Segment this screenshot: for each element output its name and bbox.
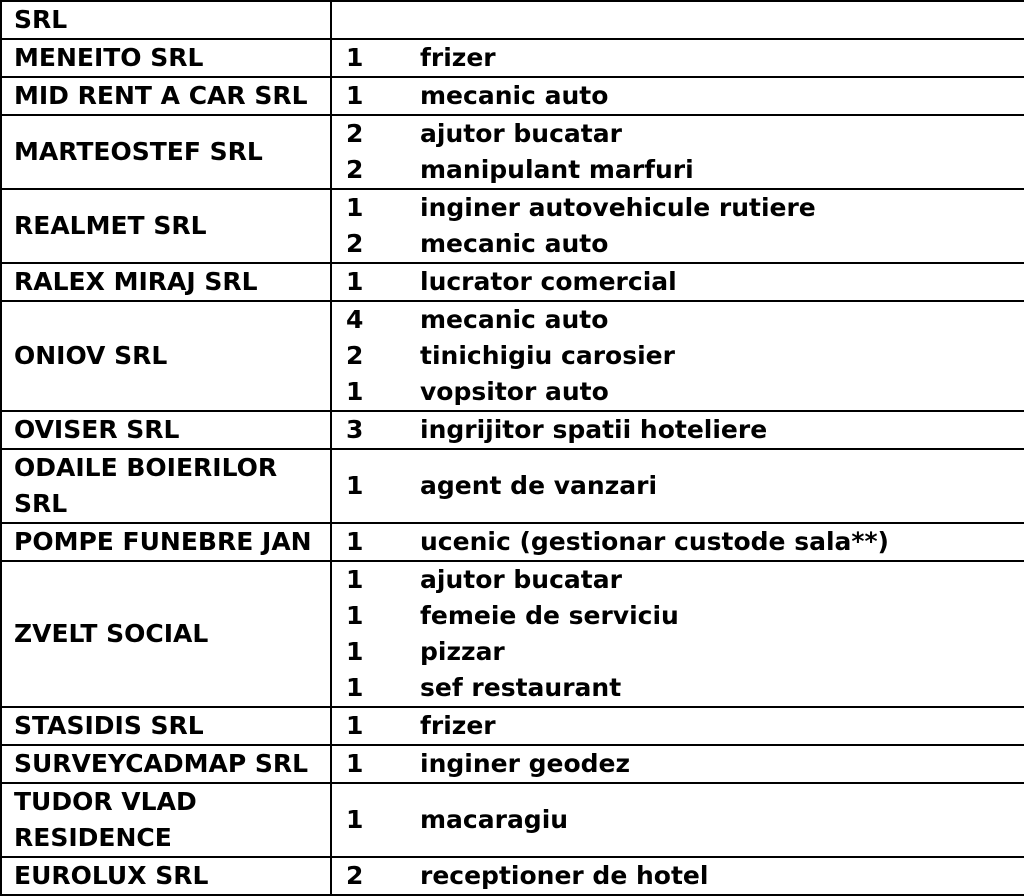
position-title: inginer geodez (420, 749, 631, 778)
company-name-cell: ONIOV SRL (1, 301, 331, 411)
table-row (1, 411, 1024, 449)
positions-cell (331, 115, 1024, 189)
position-title: receptioner de hotel (420, 861, 709, 890)
position-line (346, 634, 1024, 670)
position-count: 1 (346, 471, 364, 500)
position-title: inginer autovehicule rutiere (420, 193, 816, 222)
table-row (1, 561, 1024, 707)
jobs-table-body (1, 1, 1024, 895)
position-line (346, 524, 1024, 560)
position-title: ingrijitor spatii hoteliere (420, 415, 768, 444)
position-count: 1 (346, 673, 364, 702)
position-count: 1 (346, 527, 364, 556)
positions-cell (331, 411, 1024, 449)
positions-cell (331, 1, 1024, 39)
position-title: mecanic auto (420, 81, 609, 110)
position-title: macaragiu (420, 805, 569, 834)
position-line (346, 190, 1024, 226)
position-count: 1 (346, 711, 364, 740)
positions-cell (331, 77, 1024, 115)
table-row (1, 707, 1024, 745)
position-title: frizer (420, 43, 496, 72)
company-name-cell: TUDOR VLAD RESIDENCE (1, 783, 331, 857)
positions-cell (331, 783, 1024, 857)
empty-positions (346, 2, 1024, 38)
position-count: 1 (346, 43, 364, 72)
position-line (346, 78, 1024, 114)
company-name-cell: MENEITO SRL (1, 39, 331, 77)
company-name-cell: ZVELT SOCIAL (1, 561, 331, 707)
position-title: manipulant marfuri (420, 155, 694, 184)
position-line (346, 412, 1024, 448)
position-count: 1 (346, 805, 364, 834)
position-count: 1 (346, 565, 364, 594)
table-row (1, 77, 1024, 115)
position-count: 1 (346, 193, 364, 222)
position-title: agent de vanzari (420, 471, 658, 500)
position-count: 1 (346, 377, 364, 406)
company-name-cell: REALMET SRL (1, 189, 331, 263)
position-line (346, 152, 1024, 188)
positions-cell (331, 745, 1024, 783)
position-title: tinichigiu carosier (420, 341, 675, 370)
table-row (1, 745, 1024, 783)
position-line (346, 40, 1024, 76)
company-name-cell: EUROLUX SRL (1, 857, 331, 895)
positions-cell (331, 561, 1024, 707)
position-count: 1 (346, 749, 364, 778)
position-line (346, 338, 1024, 374)
position-title: vopsitor auto (420, 377, 609, 406)
company-name-cell: SURVEYCADMAP SRL (1, 745, 331, 783)
table-row (1, 523, 1024, 561)
company-name-cell: OVISER SRL (1, 411, 331, 449)
company-name-cell: MARTEOSTEF SRL (1, 115, 331, 189)
company-name-cell: ODAILE BOIERILOR SRL (1, 449, 331, 523)
table-row (1, 115, 1024, 189)
positions-cell (331, 707, 1024, 745)
position-line (346, 708, 1024, 744)
position-title: lucrator comercial (420, 267, 677, 296)
position-line (346, 670, 1024, 706)
position-count: 2 (346, 119, 364, 148)
position-line (346, 264, 1024, 300)
company-name-cell: SRL (1, 1, 331, 39)
position-count: 2 (346, 229, 364, 258)
table-row (1, 1, 1024, 39)
position-title: ajutor bucatar (420, 565, 622, 594)
table-row (1, 783, 1024, 857)
position-title: mecanic auto (420, 229, 609, 258)
position-title: femeie de serviciu (420, 601, 679, 630)
positions-cell (331, 449, 1024, 523)
position-line (346, 302, 1024, 338)
position-line (346, 746, 1024, 782)
position-count: 3 (346, 415, 364, 444)
positions-cell (331, 189, 1024, 263)
position-count: 4 (346, 305, 364, 334)
position-line (346, 468, 1024, 504)
table-row (1, 39, 1024, 77)
company-name-cell: RALEX MIRAJ SRL (1, 263, 331, 301)
position-title: ajutor bucatar (420, 119, 622, 148)
position-title: frizer (420, 711, 496, 740)
positions-cell (331, 263, 1024, 301)
position-count: 1 (346, 637, 364, 666)
position-count: 1 (346, 267, 364, 296)
table-row (1, 301, 1024, 411)
table-row (1, 449, 1024, 523)
position-count: 2 (346, 861, 364, 890)
position-line (346, 802, 1024, 838)
positions-cell (331, 301, 1024, 411)
positions-cell (331, 523, 1024, 561)
company-name-cell: STASIDIS SRL (1, 707, 331, 745)
position-count: 2 (346, 155, 364, 184)
table-row (1, 857, 1024, 895)
position-line (346, 562, 1024, 598)
position-title: ucenic (gestionar custode sala**) (420, 527, 889, 556)
position-line (346, 116, 1024, 152)
table-row (1, 263, 1024, 301)
position-line (346, 226, 1024, 262)
company-name-cell: POMPE FUNEBRE JAN (1, 523, 331, 561)
position-count: 1 (346, 81, 364, 110)
company-name-cell: MID RENT A CAR SRL (1, 77, 331, 115)
position-count: 1 (346, 601, 364, 630)
positions-cell (331, 39, 1024, 77)
position-title: mecanic auto (420, 305, 609, 334)
position-title: pizzar (420, 637, 505, 666)
position-line (346, 858, 1024, 894)
position-line (346, 598, 1024, 634)
positions-cell (331, 857, 1024, 895)
position-count: 2 (346, 341, 364, 370)
position-title: sef restaurant (420, 673, 622, 702)
position-line (346, 374, 1024, 410)
table-row (1, 189, 1024, 263)
